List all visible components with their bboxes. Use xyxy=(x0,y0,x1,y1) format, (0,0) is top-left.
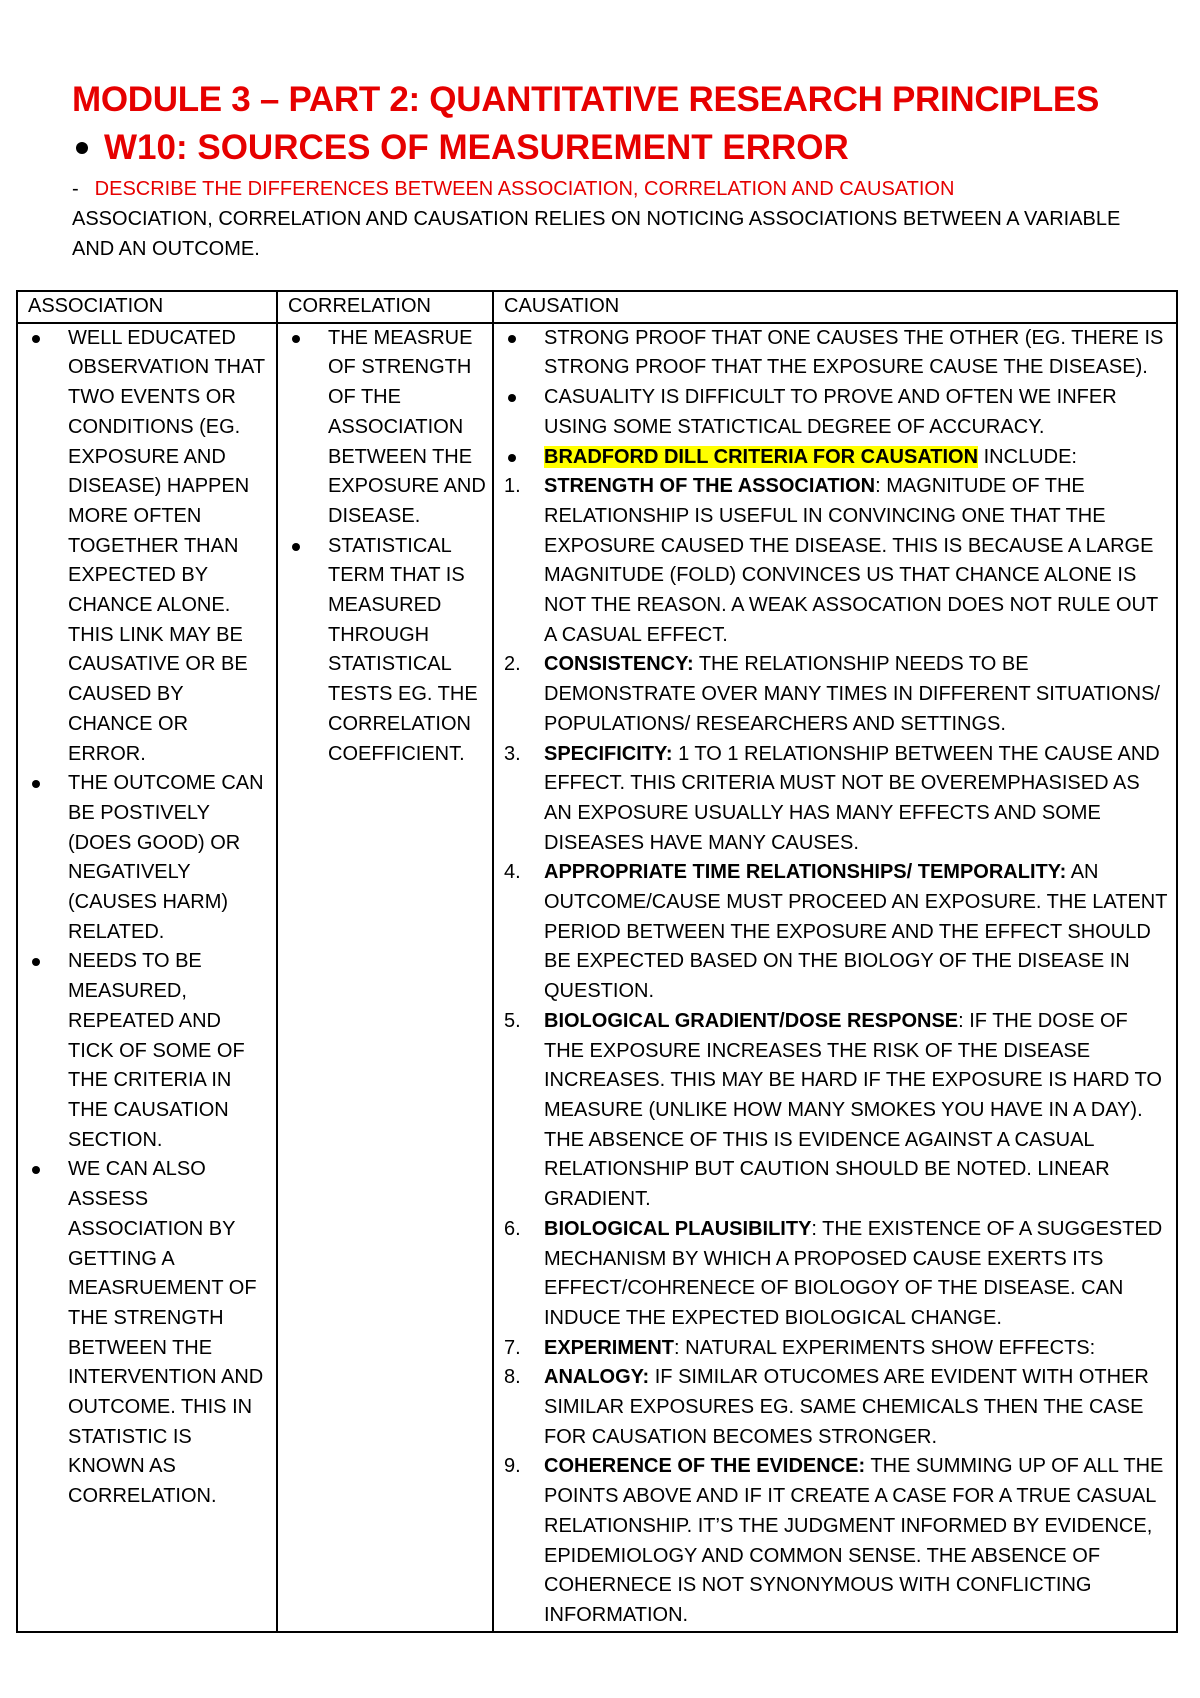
criterion-item xyxy=(504,1363,1170,1452)
criterion-number: 8. xyxy=(504,1366,521,1389)
criterion-text: IF SIMILAR OTUCOMES ARE EVIDENT WITH OTHER SIMILAR EXPOSURES EG. SAME CHEMICALS THEN THE CASE FOR CAUSATION BECOMES STRONGER. xyxy=(544,1366,1149,1448)
criterion-text: AN OUTCOME/CAUSE MUST PROCEED AN EXPOSURE. THE LATENT PERIOD BETWEEN THE EXPOSURE AND THE EFFECT SHOULD BE EXPECTED BASED ON THE BIOLOGY OF THE DISEASE IN QUESTION. xyxy=(544,861,1168,1003)
bradford-rest: INCLUDE: xyxy=(978,445,1077,468)
learning-objective xyxy=(72,178,954,201)
criterion-number: 4. xyxy=(504,861,521,884)
association-item: THE OUTCOME CAN BE POSTIVELY (DOES GOOD) OR NEGATIVELY (CAUSES HARM) RELATED. xyxy=(28,769,270,947)
table-row xyxy=(17,323,1177,1632)
criterion-term: SPECIFICITY: xyxy=(544,742,673,765)
bullet-icon xyxy=(76,142,88,154)
criterion-term: CONSISTENCY: xyxy=(544,653,694,676)
criterion-item xyxy=(504,472,1170,650)
association-item: WELL EDUCATED OBSERVATION THAT TWO EVENTS OR CONDITIONS (EG. EXPOSURE AND DISEASE) HAPPEN MORE OFTEN TOGETHER THAN EXPECTED BY CHANCE ALONE. THIS LINK MAY BE CAUSATIVE OR BE CAUSED BY CHANCE OR ERROR. xyxy=(28,324,270,770)
correlation-item: THE MEASRUE OF STRENGTH OF THE ASSOCIATION BETWEEN THE EXPOSURE AND DISEASE. xyxy=(288,324,486,532)
causation-item: STRONG PROOF THAT ONE CAUSES THE OTHER (EG. THERE IS STRONG PROOF THAT THE EXPOSURE CAUSE THE DISEASE). xyxy=(504,324,1170,383)
criterion-item xyxy=(504,1452,1170,1630)
criterion-number: 7. xyxy=(504,1336,521,1359)
intro-paragraph: ASSOCIATION, CORRELATION AND CAUSATION RELIES ON NOTICING ASSOCIATIONS BETWEEN A VARIABLE AND AN OUTCOME. xyxy=(72,208,1121,260)
comparison-table xyxy=(16,290,1178,1633)
criterion-text: : MAGNITUDE OF THE RELATIONSHIP IS USEFUL IN CONVINCING ONE THAT THE EXPOSURE CAUSED THE DISEASE. THIS IS BECAUSE A LARGE MAGNITUDE (FOLD) CONVINCES US THAT CHANCE ALONE IS NOT THE REASON. A WEAK ASSOCATION DOES NOT RULE OUT A CASUAL EFFECT. xyxy=(544,475,1158,646)
criterion-text: 1 TO 1 RELATIONSHIP BETWEEN THE CAUSE AND EFFECT. THIS CRITERIA MUST NOT BE OVEREMPHASISED AS AN EXPOSURE USUALLY HAS MANY EFFECTS AND SOME DISEASES HAVE MANY CAUSES. xyxy=(544,742,1160,854)
objective-text: DESCRIBE THE DIFFERENCES BETWEEN ASSOCIATION, CORRELATION AND CAUSATION xyxy=(94,178,955,200)
association-cell xyxy=(17,323,277,1632)
correlation-cell xyxy=(277,323,493,1632)
association-item: NEEDS TO BE MEASURED, REPEATED AND TICK OF SOME OF THE CRITERIA IN THE CAUSATION SECTION. xyxy=(28,947,270,1155)
criterion-term: APPROPRIATE TIME RELATIONSHIPS/ TEMPORALITY: xyxy=(544,861,1067,884)
criterion-number: 5. xyxy=(504,1009,521,1032)
criterion-item xyxy=(504,1215,1170,1334)
bradford-highlight: BRADFORD DILL CRITERIA FOR CAUSATION xyxy=(544,445,979,468)
header-causation: CAUSATION xyxy=(493,291,1177,323)
criterion-term: BIOLOGICAL PLAUSIBILITY xyxy=(544,1217,812,1240)
objective-dash: - xyxy=(72,178,79,200)
criterion-item xyxy=(504,740,1170,859)
table-header-row xyxy=(17,291,1177,323)
header-correlation: CORRELATION xyxy=(277,291,493,323)
criterion-text: : THE EXISTENCE OF A SUGGESTED MECHANISM BY WHICH A PROPOSED CAUSE EXERTS ITS EFFECT/COHRENECE OF BIOLOGOY OF THE DISEASE. CAN INDUCE THE EXPECTED BIOLOGICAL CHANGE. xyxy=(544,1217,1163,1329)
causation-item: CASUALITY IS DIFFICULT TO PROVE AND OFTEN WE INFER USING SOME STATICTICAL DEGREE OF ACCURACY. xyxy=(504,383,1170,442)
week-heading-text: W10: SOURCES OF MEASUREMENT ERROR xyxy=(104,128,849,167)
page-title: MODULE 3 – PART 2: QUANTITATIVE RESEARCH PRINCIPLES xyxy=(72,80,1100,119)
criterion-item xyxy=(504,1334,1170,1364)
week-heading xyxy=(72,128,849,168)
association-item: WE CAN ALSO ASSESS ASSOCIATION BY GETTING A MEASRUEMENT OF THE STRENGTH BETWEEN THE INTERVENTION AND OUTCOME. THIS IN STATISTIC IS KNOWN AS CORRELATION. xyxy=(28,1155,270,1511)
criterion-item xyxy=(504,650,1170,739)
criterion-number: 2. xyxy=(504,653,521,676)
causation-item-bradford xyxy=(504,443,1170,473)
criterion-term: EXPERIMENT xyxy=(544,1336,675,1359)
criterion-text: THE RELATIONSHIP NEEDS TO BE DEMONSTRATE OVER MANY TIMES IN DIFFERENT SITUATIONS/ POPULATIONS/ RESEARCHERS AND SETTINGS. xyxy=(544,653,1160,735)
criterion-term: ANALOGY: xyxy=(544,1366,650,1389)
criterion-term: BIOLOGICAL GRADIENT/DOSE RESPONSE xyxy=(544,1009,959,1032)
causation-cell xyxy=(493,323,1177,1632)
criterion-item xyxy=(504,1007,1170,1215)
criterion-text: : NATURAL EXPERIMENTS SHOW EFFECTS: xyxy=(674,1336,1096,1359)
criterion-number: 1. xyxy=(504,475,521,498)
criterion-text: THE SUMMING UP OF ALL THE POINTS ABOVE AND IF IT CREATE A CASE FOR A TRUE CASUAL RELATIONSHIP. IT’S THE JUDGMENT INFORMED BY EVIDENCE, EPIDEMIOLOGY AND COMMON SENSE. THE ABSENCE OF COHERNECE IS NOT SYNONYMOUS WITH CONFLICTING INFORMATION. xyxy=(544,1455,1164,1626)
criterion-number: 9. xyxy=(504,1455,521,1478)
criterion-item xyxy=(504,858,1170,1007)
header-association: ASSOCIATION xyxy=(17,291,277,323)
criterion-number: 3. xyxy=(504,742,521,765)
criterion-text: : IF THE DOSE OF THE EXPOSURE INCREASES THE RISK OF THE DISEASE INCREASES. THIS MAY BE HARD IF THE EXPOSURE IS HARD TO MEASURE (UNLIKE HOW MANY SMOKES YOU HAVE IN A DAY). THE ABSENCE OF THIS IS EVIDENCE AGAINST A CASUAL RELATIONSHIP BUT CAUTION SHOULD BE NOTED. LINEAR GRADIENT. xyxy=(544,1009,1162,1211)
correlation-item: STATISTICAL TERM THAT IS MEASURED THROUGH STATISTICAL TESTS EG. THE CORRELATION COEFFICIENT. xyxy=(288,532,486,770)
criterion-number: 6. xyxy=(504,1217,521,1240)
criterion-term: STRENGTH OF THE ASSOCIATION xyxy=(544,475,876,498)
criterion-term: COHERENCE OF THE EVIDENCE: xyxy=(544,1455,866,1478)
